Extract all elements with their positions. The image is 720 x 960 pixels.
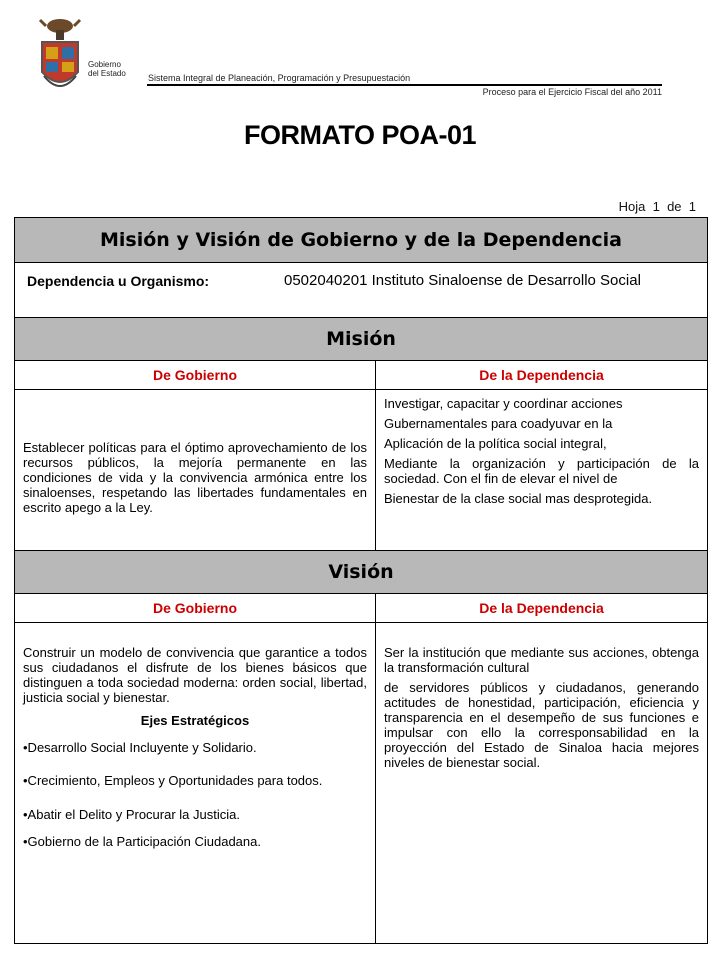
state-seal-logo <box>36 14 84 98</box>
eje-item: •Abatir el Delito y Procurar la Justicia. <box>23 807 240 822</box>
gobierno-line: Gobierno <box>88 60 121 69</box>
dependencia-label: Dependencia u Organismo: <box>27 273 210 289</box>
vision-col-dependencia: De la Dependencia <box>376 594 708 623</box>
dependencia-value: 0502040201 Instituto Sinaloense de Desarrollo Social <box>284 272 641 289</box>
mision-dep-line: Bienestar de la clase social mas desprotegida. <box>384 491 653 506</box>
mision-dependencia-cell <box>376 390 708 551</box>
eje-item: •Crecimiento, Empleos y Oportunidades para todos. <box>23 773 323 788</box>
vision-dependencia-text: Ser la institución que mediante sus acciones, obtenga la transformación cultural <box>384 645 700 675</box>
vision-gobierno-cell <box>15 623 376 944</box>
hoja-number: 1 <box>652 199 660 214</box>
page-counter <box>619 199 696 214</box>
mision-gobierno-cell <box>15 390 376 551</box>
proceso-label: Proceso para el Ejercicio Fiscal del año 2011 <box>482 87 662 97</box>
vision-heading: Visión <box>15 551 708 594</box>
mision-col-dependencia: De la Dependencia <box>376 361 708 390</box>
del-estado-line: del Estado <box>88 69 126 78</box>
vision-dependencia-text: de servidores públicos y ciudadanos, generando actitudes de honestidad, participación, eficiencia y transparencia en el desempeño de sus funciones e impulsar con ello la corresponsabilidad en la proyección del Estado de Sinaloa hacia mejores niveles de bienestar social. <box>384 680 700 770</box>
ejes-title: Ejes Estratégicos <box>140 713 250 728</box>
eje-item: •Gobierno de la Participación Ciudadana. <box>23 834 261 849</box>
mision-dep-line: Mediante la organización y participación de la sociedad. Con el fin de elevar el nivel de <box>384 456 700 486</box>
mision-heading: Misión <box>15 318 708 361</box>
dependencia-row <box>15 263 708 318</box>
vision-gobierno-text: Construir un modelo de convivencia que garantice a todos sus ciudadanos el disfrute de los bienes básicos que distinguen a toda sociedad moderna: orden social, libertad, justicia social y bienestar. <box>23 645 367 705</box>
mision-dep-line: Investigar, capacitar y coordinar acciones <box>384 396 623 411</box>
gobierno-del-estado-label <box>88 60 126 78</box>
mision-dep-line: Gubernamentales para coadyuvar en la <box>384 416 613 431</box>
system-title: Sistema Integral de Planeación, Programación y Presupuestación <box>148 73 411 83</box>
header-rule <box>147 84 662 86</box>
vision-col-gobierno: De Gobierno <box>15 594 376 623</box>
mision-gobierno-text: Establecer políticas para el óptimo aprovechamiento de los recursos públicos, la mejoría permanente en las condiciones de vida y la convivencia armónica entre los sinaloenses, respetando las libertades fundamentales en escrito apego a la Ley. <box>23 439 367 515</box>
eje-item: •Desarrollo Social Incluyente y Solidario. <box>23 740 257 755</box>
page-header <box>0 0 720 110</box>
hoja-total: 1 <box>688 199 696 214</box>
vision-dependencia-cell <box>376 623 708 944</box>
hoja-label: Hoja <box>618 199 646 214</box>
mision-dep-line: Aplicación de la política social integral, <box>384 436 607 451</box>
mission-vision-table <box>14 217 708 944</box>
hoja-de: de <box>667 199 682 214</box>
document-title: FORMATO POA-01 <box>243 120 477 150</box>
mision-col-gobierno: De Gobierno <box>15 361 376 390</box>
main-heading: Misión y Visión de Gobierno y de la Dependencia <box>15 218 708 263</box>
